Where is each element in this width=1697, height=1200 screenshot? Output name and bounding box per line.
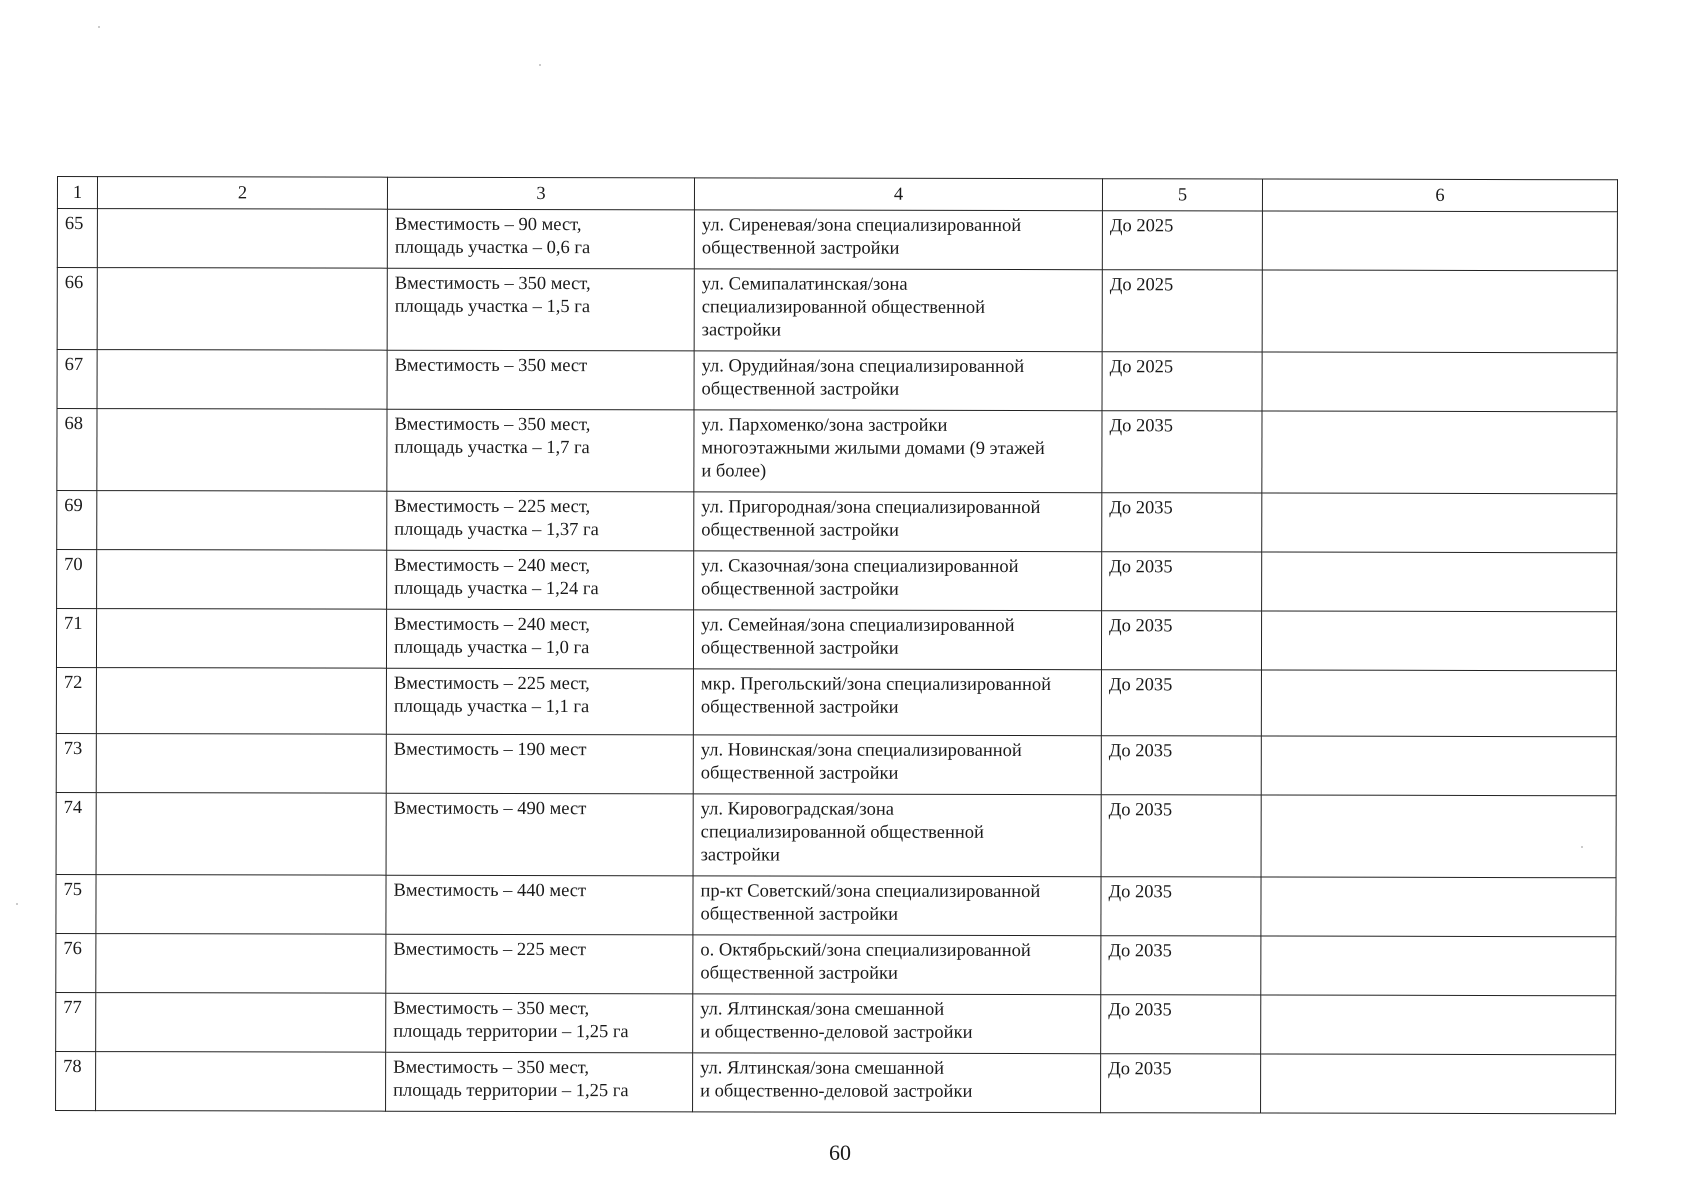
empty-cell [1262,352,1617,412]
table-row [57,209,1617,271]
location-cell: мкр. Прегольский/зона специализированной общественной застройки [693,669,1101,736]
deadline-cell: До 2035 [1102,411,1262,493]
empty-cell [1261,1054,1616,1114]
empty-cell [1262,411,1617,494]
location-cell: ул. Пригородная/зона специализированной общественной застройки [694,492,1102,552]
row-number-cell: 74 [56,792,96,874]
deadline-cell: До 2035 [1101,611,1261,670]
page-number: 60 [829,1140,851,1165]
location-cell: ул. Сиреневая/зона специализированной общественной застройки [694,210,1102,270]
row-number-cell: 75 [56,874,96,933]
deadline-cell: До 2035 [1101,995,1261,1054]
location-cell: ул. Сказочная/зона специализированной общественной застройки [694,551,1102,611]
empty-cell [96,1052,386,1112]
empty-cell [97,350,387,410]
table-row [57,268,1617,353]
row-number-cell: 71 [56,609,96,668]
location-cell: ул. Орудийная/зона специализированной общественной застройки [694,351,1102,411]
deadline-cell: До 2035 [1102,552,1262,611]
column-header-5: 5 [1102,179,1262,211]
capacity-cell: Вместимость – 190 мест [386,734,693,794]
row-number-cell: 72 [56,667,96,733]
table-row [57,491,1617,553]
empty-cell [1261,936,1616,996]
empty-cell [1261,670,1616,737]
deadline-cell: До 2025 [1102,211,1262,270]
capacity-cell: Вместимость – 225 мест [386,934,693,994]
row-number-cell: 67 [57,350,97,409]
empty-cell [97,209,387,269]
row-number-cell: 77 [56,992,96,1051]
column-header-2: 2 [97,177,387,210]
column-header-6: 6 [1262,179,1617,212]
capacity-cell: Вместимость – 350 мест, площадь участка – 1,5 га [387,268,694,351]
empty-cell [97,550,387,610]
empty-cell [97,491,387,551]
location-cell: ул. Ялтинская/зона смешанной и общественно-деловой застройки [693,994,1101,1054]
empty-cell [96,668,386,735]
row-number-cell: 76 [56,933,96,992]
capacity-cell: Вместимость – 240 мест, площадь участка – 1,24 га [387,550,694,610]
capacity-cell: Вместимость – 350 мест, площадь территории – 1,25 га [386,1052,693,1112]
row-number-cell: 73 [56,733,96,792]
location-cell: ул. Семейная/зона специализированной общественной застройки [693,610,1101,670]
table-row [57,550,1617,612]
deadline-cell: До 2035 [1101,877,1261,936]
column-header-3: 3 [387,177,694,210]
location-cell: ул. Кировоградская/зона специализированной общественной застройки [693,794,1101,877]
table-row [56,792,1616,877]
row-number-cell: 66 [57,268,97,350]
row-number-cell: 78 [56,1051,96,1110]
table-header-row [57,177,1617,212]
location-cell: ул. Ялтинская/зона смешанной и общественно-деловой застройки [693,1053,1101,1113]
scan-speck [16,903,18,905]
capacity-cell: Вместимость – 350 мест, площадь участка – 1,7 га [387,409,694,492]
deadline-cell: До 2025 [1102,352,1262,411]
capacity-cell: Вместимость – 90 мест, площадь участка – 0,6 га [387,209,694,269]
table-row [56,1051,1616,1113]
capacity-cell: Вместимость – 225 мест, площадь участка – 1,1 га [386,668,693,735]
empty-cell [1261,736,1616,796]
scan-speck [98,26,100,28]
table-row [57,409,1617,494]
table-body [56,209,1618,1114]
table-row [56,992,1616,1054]
deadline-cell: До 2035 [1101,795,1261,877]
deadline-cell: До 2035 [1101,736,1261,795]
empty-cell [96,734,386,794]
empty-cell [1261,877,1616,937]
scan-speck [539,64,541,66]
deadline-cell: До 2035 [1101,936,1261,995]
empty-cell [96,993,386,1053]
location-cell: о. Октябрьский/зона специализированной общественной застройки [693,935,1101,995]
table-row [56,609,1616,671]
table-row [57,350,1617,412]
deadline-cell: До 2035 [1101,1054,1261,1113]
empty-cell [96,793,386,876]
empty-cell [97,268,387,351]
column-header-1: 1 [57,177,97,209]
empty-cell [97,409,387,492]
capacity-cell: Вместимость – 350 мест [387,350,694,410]
deadline-cell: До 2025 [1102,270,1262,352]
deadline-cell: До 2035 [1101,670,1261,736]
capacity-cell: Вместимость – 240 мест, площадь участка – 1,0 га [386,609,693,669]
empty-cell [1262,493,1617,553]
capacity-cell: Вместимость – 350 мест, площадь территории – 1,25 га [386,993,693,1053]
location-cell: пр-кт Советский/зона специализированной общественной застройки [693,876,1101,936]
planning-table [55,176,1618,1114]
column-header-4: 4 [694,178,1102,211]
capacity-cell: Вместимость – 440 мест [386,875,693,935]
empty-cell [1261,995,1616,1055]
table-row [56,667,1616,736]
capacity-cell: Вместимость – 490 мест [386,793,693,876]
empty-cell [1262,211,1617,271]
empty-cell [1262,552,1617,612]
empty-cell [1261,611,1616,671]
empty-cell [96,934,386,994]
empty-cell [1262,270,1617,353]
row-number-cell: 70 [57,550,97,609]
deadline-cell: До 2035 [1102,493,1262,552]
table-row [56,733,1616,795]
location-cell: ул. Пархоменко/зона застройки многоэтажными жилыми домами (9 этажей и более) [694,410,1102,493]
table-row [56,874,1616,936]
empty-cell [1261,795,1616,878]
empty-cell [96,875,386,935]
row-number-cell: 68 [57,409,97,491]
row-number-cell: 69 [57,491,97,550]
empty-cell [96,609,386,669]
capacity-cell: Вместимость – 225 мест, площадь участка – 1,37 га [387,491,694,551]
table-row [56,933,1616,995]
row-number-cell: 65 [57,209,97,268]
location-cell: ул. Новинская/зона специализированной общественной застройки [693,735,1101,795]
location-cell: ул. Семипалатинская/зона специализированной общественной застройки [694,269,1102,352]
